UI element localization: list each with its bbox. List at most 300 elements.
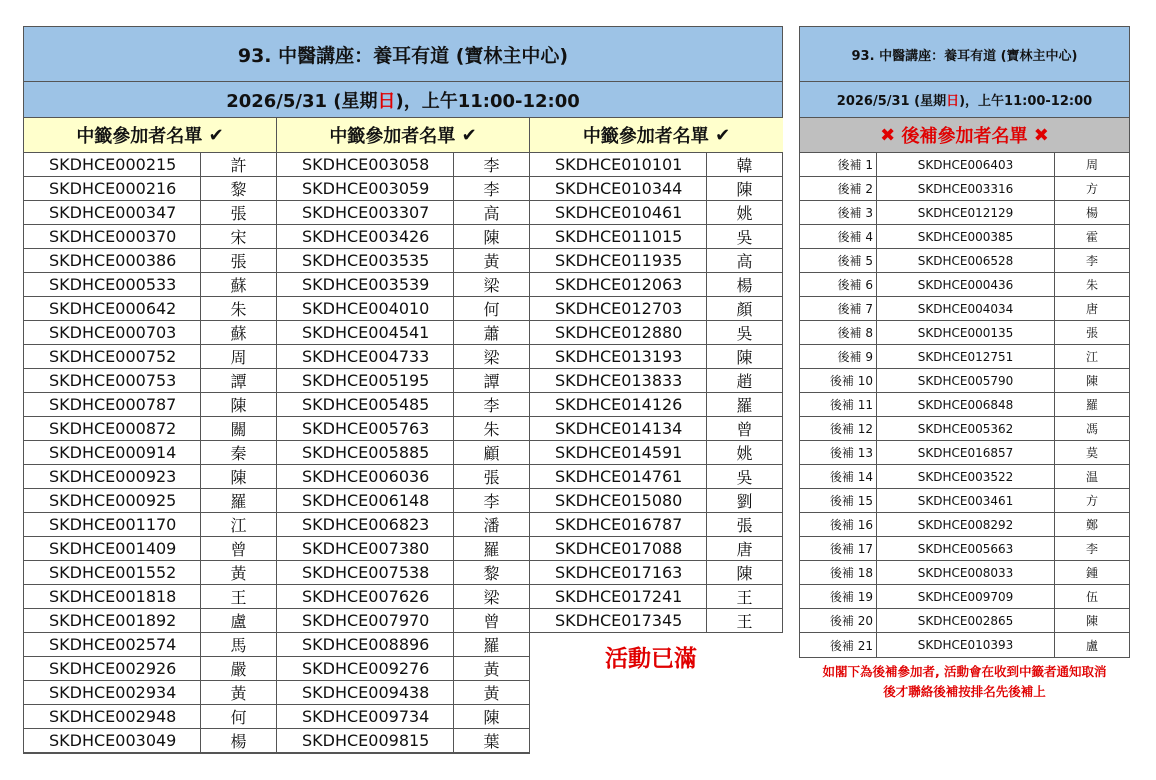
column-heading-1 — [24, 118, 277, 153]
waitlist-row — [800, 465, 1129, 489]
table-row — [277, 657, 530, 681]
table-row — [24, 321, 277, 345]
waitlist-note-line-1: 如閣下為後補參加者, 活動會在收到中籤者通知取消 — [822, 664, 1107, 679]
member-code: SKDHCE014761 — [530, 465, 707, 488]
waitlist-rank: 後補 5 — [800, 249, 877, 272]
member-code: SKDHCE000386 — [24, 249, 201, 272]
member-surname: 秦 — [230, 444, 247, 463]
event-date — [24, 82, 782, 118]
table-row — [277, 489, 530, 513]
member-surname: 張 — [736, 516, 753, 535]
member-code: SKDHCE003522 — [877, 465, 1055, 488]
member-code: SKDHCE010344 — [530, 177, 707, 200]
member-surname: 張 — [230, 204, 247, 223]
table-row — [277, 537, 530, 561]
check-icon: ✔ — [461, 124, 477, 146]
column-heading-label: 中籤參加者名單 — [76, 126, 203, 147]
winners-column-2 — [277, 153, 530, 753]
member-surname: 王 — [736, 612, 753, 631]
waitlist-rank: 後補 15 — [800, 489, 877, 512]
table-row — [530, 489, 783, 513]
member-surname: 楊 — [1085, 206, 1098, 220]
waitlist-row — [800, 273, 1129, 297]
member-code: SKDHCE008292 — [877, 513, 1055, 536]
member-code: SKDHCE000787 — [24, 393, 201, 416]
member-code: SKDHCE005485 — [277, 393, 454, 416]
table-row — [530, 201, 783, 225]
member-code: SKDHCE000436 — [877, 273, 1055, 296]
table-row — [277, 273, 530, 297]
member-surname: 李 — [1085, 254, 1098, 268]
member-code: SKDHCE001409 — [24, 537, 201, 560]
column-heading-label: 中籤參加者名單 — [582, 126, 709, 147]
table-row — [277, 681, 530, 705]
member-surname: 蕭 — [483, 324, 500, 343]
table-row — [530, 609, 783, 633]
waitlist-rank: 後補 12 — [800, 417, 877, 440]
table-row — [24, 633, 277, 657]
member-code: SKDHCE013193 — [530, 345, 707, 368]
table-row — [277, 393, 530, 417]
member-code: SKDHCE003461 — [877, 489, 1055, 512]
member-surname: 唐 — [1085, 302, 1098, 316]
table-row — [24, 489, 277, 513]
waitlist-row — [800, 201, 1129, 225]
member-code: SKDHCE010461 — [530, 201, 707, 224]
member-code: SKDHCE006848 — [877, 393, 1055, 416]
member-code: SKDHCE017345 — [530, 609, 707, 632]
table-row — [24, 153, 277, 177]
date-suffix: )，上午11:00-12:00 — [395, 90, 580, 112]
member-surname: 朱 — [1085, 278, 1098, 292]
member-surname: 嚴 — [230, 660, 247, 679]
member-surname: 周 — [230, 348, 247, 367]
member-code: SKDHCE003307 — [277, 201, 454, 224]
date-prefix: 2026/5/31 (星期 — [836, 94, 947, 109]
waitlist-row — [800, 153, 1129, 177]
member-code: SKDHCE003049 — [24, 729, 201, 752]
waitlist-rank: 後補 21 — [800, 633, 877, 657]
member-code: SKDHCE002948 — [24, 705, 201, 728]
waitlist-row — [800, 249, 1129, 273]
waitlist-rank: 後補 17 — [800, 537, 877, 560]
table-row — [530, 177, 783, 201]
member-code: SKDHCE000385 — [877, 225, 1055, 248]
member-code: SKDHCE001170 — [24, 513, 201, 536]
member-surname: 黃 — [483, 252, 500, 271]
member-code: SKDHCE017088 — [530, 537, 707, 560]
member-code: SKDHCE006823 — [277, 513, 454, 536]
member-code: SKDHCE009438 — [277, 681, 454, 704]
table-row — [277, 249, 530, 273]
member-code: SKDHCE003058 — [277, 153, 454, 176]
member-code: SKDHCE005790 — [877, 369, 1055, 392]
table-row — [24, 585, 277, 609]
member-surname: 陳 — [736, 348, 753, 367]
member-surname: 關 — [230, 420, 247, 439]
waitlist-row — [800, 633, 1129, 657]
member-surname: 王 — [230, 588, 247, 607]
waitlist-row — [800, 609, 1129, 633]
member-surname: 唐 — [736, 540, 753, 559]
member-code: SKDHCE003316 — [877, 177, 1055, 200]
member-code: SKDHCE008896 — [277, 633, 454, 656]
table-row — [530, 537, 783, 561]
table-row — [277, 297, 530, 321]
member-code: SKDHCE012880 — [530, 321, 707, 344]
member-code: SKDHCE009815 — [277, 729, 454, 752]
member-surname: 周 — [1085, 158, 1098, 172]
waitlist-table — [799, 26, 1130, 658]
member-surname: 高 — [483, 204, 500, 223]
table-row — [277, 177, 530, 201]
waitlist-rank: 後補 10 — [800, 369, 877, 392]
member-surname: 許 — [230, 156, 247, 175]
member-surname: 蘇 — [230, 276, 247, 295]
table-row — [277, 585, 530, 609]
member-code: SKDHCE006403 — [877, 153, 1055, 176]
member-code: SKDHCE012129 — [877, 201, 1055, 224]
table-row — [277, 417, 530, 441]
member-code: SKDHCE007970 — [277, 609, 454, 632]
table-row — [530, 369, 783, 393]
member-code: SKDHCE014134 — [530, 417, 707, 440]
table-row — [530, 321, 783, 345]
member-surname: 黎 — [230, 180, 247, 199]
table-row — [277, 225, 530, 249]
member-surname: 梁 — [483, 348, 500, 367]
member-code: SKDHCE000753 — [24, 369, 201, 392]
table-row — [24, 705, 277, 729]
member-surname: 鄭 — [1085, 518, 1098, 532]
table-row — [530, 561, 783, 585]
table-row — [277, 705, 530, 729]
table-row — [24, 393, 277, 417]
member-surname: 李 — [483, 492, 500, 511]
cross-icon: ✖ — [1033, 124, 1049, 146]
table-row — [530, 153, 783, 177]
table-row — [24, 513, 277, 537]
member-code: SKDHCE008033 — [877, 561, 1055, 584]
member-code: SKDHCE004541 — [277, 321, 454, 344]
table-row — [277, 369, 530, 393]
member-code: SKDHCE000533 — [24, 273, 201, 296]
table-row — [24, 681, 277, 705]
member-surname: 姚 — [736, 444, 753, 463]
member-code: SKDHCE016787 — [530, 513, 707, 536]
member-surname: 何 — [230, 708, 247, 727]
member-code: SKDHCE000370 — [24, 225, 201, 248]
table-row — [24, 369, 277, 393]
waitlist-row — [800, 345, 1129, 369]
table-row — [24, 225, 277, 249]
member-code: SKDHCE017241 — [530, 585, 707, 608]
waitlist-rank: 後補 4 — [800, 225, 877, 248]
date-day: 日 — [946, 94, 960, 109]
member-surname: 張 — [230, 252, 247, 271]
table-row — [277, 345, 530, 369]
table-row — [24, 609, 277, 633]
member-code: SKDHCE005362 — [877, 417, 1055, 440]
member-surname: 陳 — [483, 228, 500, 247]
member-code: SKDHCE000642 — [24, 297, 201, 320]
member-code: SKDHCE009709 — [877, 585, 1055, 608]
table-row — [24, 465, 277, 489]
member-code: SKDHCE000215 — [24, 153, 201, 176]
waitlist-row — [800, 489, 1129, 513]
winners-column-3 — [530, 153, 783, 633]
member-surname: 鍾 — [1085, 566, 1098, 580]
member-surname: 曾 — [230, 540, 247, 559]
waitlist-rank: 後補 14 — [800, 465, 877, 488]
member-code: SKDHCE007538 — [277, 561, 454, 584]
member-surname: 陳 — [230, 396, 247, 415]
member-code: SKDHCE003059 — [277, 177, 454, 200]
waitlist-rank: 後補 20 — [800, 609, 877, 632]
waitlist-rank: 後補 16 — [800, 513, 877, 536]
waitlist-row — [800, 177, 1129, 201]
member-surname: 宋 — [230, 228, 247, 247]
member-code: SKDHCE010101 — [530, 153, 707, 176]
waitlist-rank: 後補 13 — [800, 441, 877, 464]
waitlist-rank: 後補 8 — [800, 321, 877, 344]
waitlist-row — [800, 297, 1129, 321]
waitlist-rank: 後補 6 — [800, 273, 877, 296]
member-surname: 陳 — [736, 564, 753, 583]
member-surname: 張 — [1085, 326, 1098, 340]
table-row — [277, 441, 530, 465]
member-code: SKDHCE002865 — [877, 609, 1055, 632]
member-code: SKDHCE012703 — [530, 297, 707, 320]
member-surname: 羅 — [483, 636, 500, 655]
check-icon: ✔ — [715, 124, 731, 146]
table-row — [277, 561, 530, 585]
table-row — [530, 465, 783, 489]
member-surname: 羅 — [1085, 398, 1098, 412]
table-row — [277, 201, 530, 225]
member-surname: 梁 — [483, 276, 500, 295]
member-surname: 李 — [483, 396, 500, 415]
table-row — [530, 225, 783, 249]
table-row — [530, 585, 783, 609]
member-surname: 王 — [736, 588, 753, 607]
member-code: SKDHCE002574 — [24, 633, 201, 656]
member-surname: 盧 — [1085, 638, 1098, 653]
table-row — [530, 249, 783, 273]
member-surname: 趙 — [736, 372, 753, 391]
table-row — [277, 513, 530, 537]
member-code: SKDHCE014126 — [530, 393, 707, 416]
member-surname: 譚 — [483, 372, 500, 391]
member-code: SKDHCE004034 — [877, 297, 1055, 320]
member-code: SKDHCE005663 — [877, 537, 1055, 560]
table-row — [530, 441, 783, 465]
date-day: 日 — [377, 90, 396, 112]
table-row — [24, 537, 277, 561]
waitlist-rank: 後補 3 — [800, 201, 877, 224]
member-surname: 羅 — [483, 540, 500, 559]
member-code: SKDHCE000872 — [24, 417, 201, 440]
waitlist-row — [800, 441, 1129, 465]
member-surname: 韓 — [736, 156, 753, 175]
waitlist-heading — [800, 118, 1129, 153]
table-row — [530, 417, 783, 441]
waitlist-row — [800, 225, 1129, 249]
member-surname: 顧 — [483, 444, 500, 463]
waitlist-rank: 後補 9 — [800, 345, 877, 368]
member-code: SKDHCE000925 — [24, 489, 201, 512]
member-code: SKDHCE009276 — [277, 657, 454, 680]
member-surname: 劉 — [736, 492, 753, 511]
waitlist-row — [800, 537, 1129, 561]
table-row — [277, 153, 530, 177]
member-surname: 曾 — [736, 420, 753, 439]
member-code: SKDHCE012751 — [877, 345, 1055, 368]
table-row — [24, 345, 277, 369]
table-row — [277, 609, 530, 633]
waitlist-heading-label: 後補參加者名單 — [901, 126, 1028, 147]
member-code: SKDHCE003539 — [277, 273, 454, 296]
member-surname: 黃 — [230, 684, 247, 703]
member-surname: 陳 — [1085, 374, 1098, 388]
member-code: SKDHCE005885 — [277, 441, 454, 464]
waitlist-rank: 後補 18 — [800, 561, 877, 584]
member-surname: 李 — [483, 156, 500, 175]
member-code: SKDHCE005195 — [277, 369, 454, 392]
member-surname: 潘 — [483, 516, 500, 535]
member-code: SKDHCE016857 — [877, 441, 1055, 464]
waitlist-rank: 後補 11 — [800, 393, 877, 416]
waitlist-row — [800, 321, 1129, 345]
member-surname: 陳 — [483, 708, 500, 727]
member-surname: 楊 — [230, 732, 247, 751]
table-row — [530, 273, 783, 297]
member-code: SKDHCE001552 — [24, 561, 201, 584]
table-row — [530, 345, 783, 369]
table-row — [24, 273, 277, 297]
cross-icon: ✖ — [880, 124, 896, 146]
member-surname: 盧 — [230, 612, 247, 631]
member-code: SKDHCE000752 — [24, 345, 201, 368]
member-code: SKDHCE001892 — [24, 609, 201, 632]
member-code: SKDHCE006036 — [277, 465, 454, 488]
table-row — [24, 417, 277, 441]
table-row — [24, 561, 277, 585]
member-surname: 高 — [736, 252, 753, 271]
member-code: SKDHCE005763 — [277, 417, 454, 440]
member-surname: 李 — [1085, 542, 1098, 556]
member-surname: 陳 — [1085, 614, 1098, 628]
date-suffix: )，上午11:00-12:00 — [959, 94, 1093, 109]
waitlist-row — [800, 369, 1129, 393]
member-code: SKDHCE011015 — [530, 225, 707, 248]
member-surname: 朱 — [483, 420, 500, 439]
member-code: SKDHCE004010 — [277, 297, 454, 320]
member-surname: 蘇 — [230, 324, 247, 343]
column-heading-2 — [277, 118, 530, 153]
waitlist-rank: 後補 1 — [800, 153, 877, 176]
member-surname: 黃 — [230, 564, 247, 583]
table-row — [24, 657, 277, 681]
member-code: SKDHCE000703 — [24, 321, 201, 344]
waitlist-row — [800, 417, 1129, 441]
member-surname: 江 — [1085, 350, 1098, 364]
member-surname: 馮 — [1085, 422, 1098, 436]
member-surname: 楊 — [736, 276, 753, 295]
column-heading-label: 中籤參加者名單 — [329, 126, 456, 147]
member-code: SKDHCE003535 — [277, 249, 454, 272]
table-row — [530, 393, 783, 417]
member-surname: 姚 — [736, 204, 753, 223]
member-surname: 吳 — [736, 468, 753, 487]
member-code: SKDHCE004733 — [277, 345, 454, 368]
member-code: SKDHCE011935 — [530, 249, 707, 272]
member-surname: 李 — [483, 180, 500, 199]
member-code: SKDHCE000135 — [877, 321, 1055, 344]
member-surname: 譚 — [230, 372, 247, 391]
member-surname: 方 — [1085, 182, 1098, 196]
member-code: SKDHCE013833 — [530, 369, 707, 392]
waitlist-rows — [800, 153, 1129, 657]
waitlist-row — [800, 561, 1129, 585]
event-title: 93. 中醫講座：養耳有道 (寶林主中心) — [24, 27, 782, 82]
member-code: SKDHCE000216 — [24, 177, 201, 200]
member-surname: 莫 — [1085, 446, 1098, 460]
member-surname: 吳 — [736, 324, 753, 343]
member-surname: 張 — [483, 468, 500, 487]
member-code: SKDHCE002926 — [24, 657, 201, 680]
table-row — [24, 201, 277, 225]
member-code: SKDHCE010393 — [877, 633, 1055, 657]
date-prefix: 2026/5/31 (星期 — [226, 90, 378, 112]
member-surname: 曾 — [483, 612, 500, 631]
member-surname: 葉 — [483, 732, 500, 751]
waitlist-rank: 後補 19 — [800, 585, 877, 608]
table-row — [24, 729, 277, 753]
member-surname: 顏 — [736, 300, 753, 319]
member-surname: 吳 — [736, 228, 753, 247]
table-row — [24, 297, 277, 321]
waitlist-rank: 後補 2 — [800, 177, 877, 200]
waitlist-note — [799, 662, 1130, 702]
member-surname: 方 — [1085, 494, 1098, 508]
member-code: SKDHCE009734 — [277, 705, 454, 728]
member-code: SKDHCE015080 — [530, 489, 707, 512]
waitlist-row — [800, 585, 1129, 609]
member-surname: 朱 — [230, 300, 247, 319]
waitlist-rank: 後補 7 — [800, 297, 877, 320]
member-surname: 温 — [1085, 470, 1098, 484]
member-surname: 梁 — [483, 588, 500, 607]
member-surname: 陳 — [736, 180, 753, 199]
check-icon: ✔ — [208, 124, 224, 146]
member-surname: 陳 — [230, 468, 247, 487]
member-code: SKDHCE007380 — [277, 537, 454, 560]
column-heading-3 — [530, 118, 783, 153]
member-code: SKDHCE017163 — [530, 561, 707, 584]
member-code: SKDHCE000923 — [24, 465, 201, 488]
waitlist-row — [800, 393, 1129, 417]
member-surname: 羅 — [230, 492, 247, 511]
member-code: SKDHCE003426 — [277, 225, 454, 248]
member-surname: 何 — [483, 300, 500, 319]
member-code: SKDHCE006148 — [277, 489, 454, 512]
member-surname: 伍 — [1085, 590, 1098, 604]
table-row — [277, 633, 530, 657]
waitlist-row — [800, 513, 1129, 537]
event-full-notice: 活動已滿 — [605, 646, 697, 672]
member-code: SKDHCE012063 — [530, 273, 707, 296]
